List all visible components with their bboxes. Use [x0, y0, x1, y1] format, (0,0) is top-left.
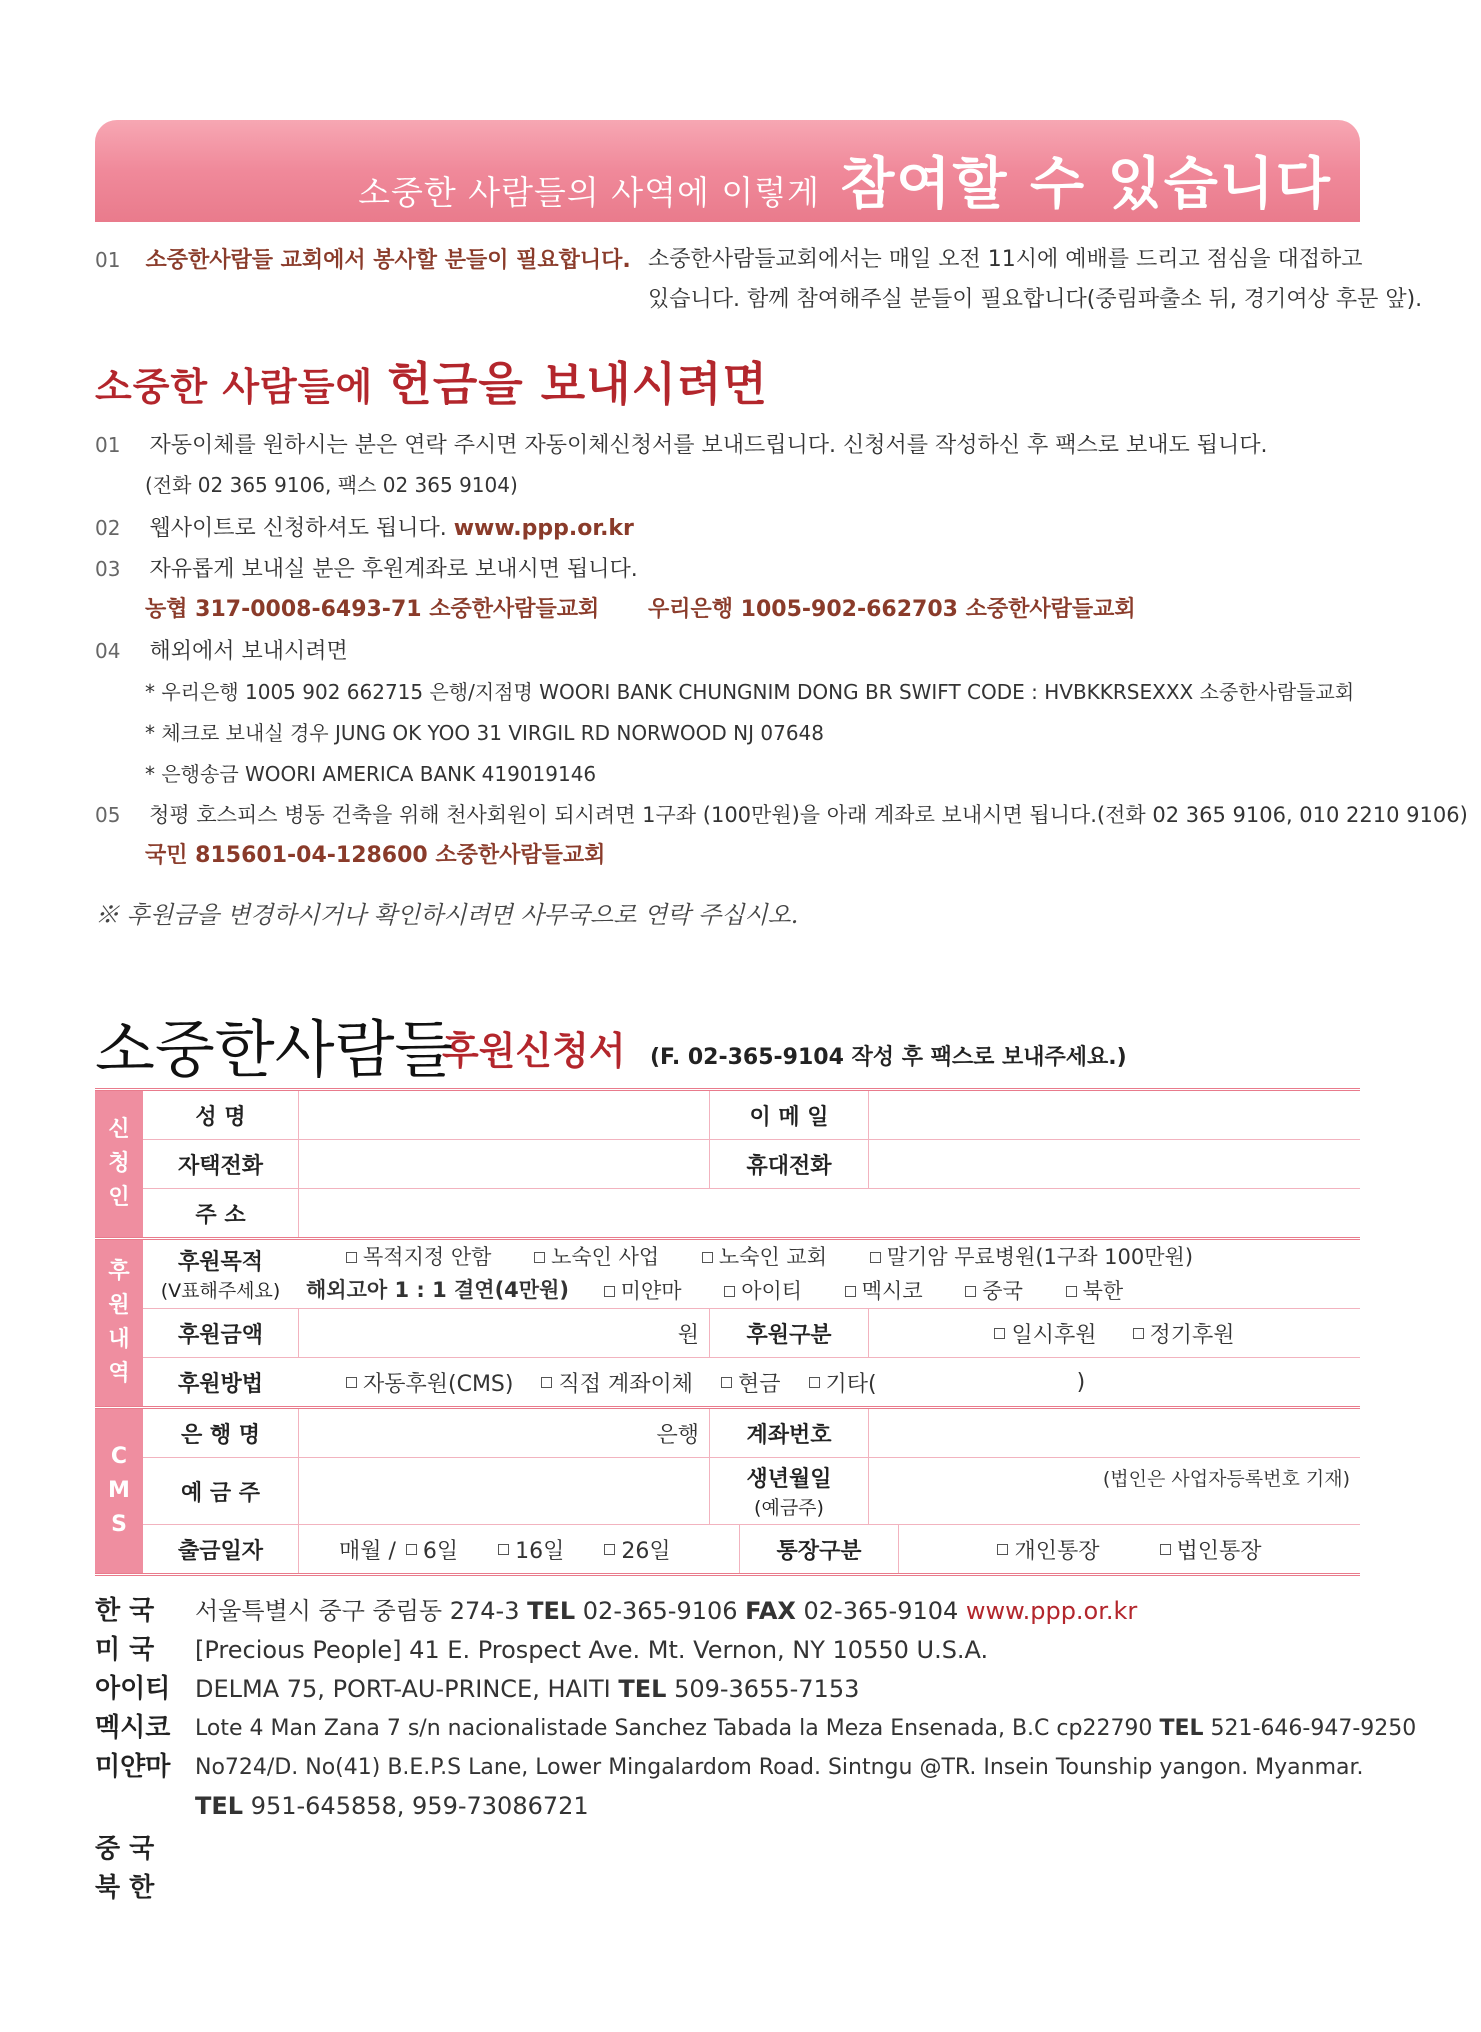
form-subtitle: 후원신청서	[442, 1029, 626, 1073]
banner-subtitle: 소중한 사람들의 사역에 이렇게	[358, 173, 820, 212]
type-option-once[interactable]: 일시후원	[994, 1318, 1096, 1349]
donation-item-1-contact: (전화 02 365 9106, 팩스 02 365 9104)	[145, 473, 518, 497]
amount-label: 후원금액	[177, 1322, 263, 1348]
address-china: 중 국	[95, 1834, 155, 1864]
purpose-option-hospital[interactable]: 말기암 무료병원(1구좌 100만원)	[870, 1241, 1193, 1274]
support-side-label: 후 원 내 역	[95, 1240, 143, 1406]
purpose-option-none[interactable]: 목적지정 안함	[346, 1241, 491, 1274]
method-option-transfer[interactable]: 직접 계좌이체	[541, 1367, 693, 1398]
address-nk: 북 한	[95, 1873, 155, 1903]
account-nonghyup: 농협 317-0008-6493-71 소중한사람들교회	[145, 597, 600, 622]
form-title: 소중한사람들	[95, 1013, 455, 1086]
name-label: 성 명	[195, 1104, 246, 1130]
won-unit: 원	[677, 1322, 699, 1348]
mobile-field[interactable]	[868, 1140, 1360, 1188]
monthly-label: 매월 /	[339, 1538, 396, 1564]
country-option-mexico[interactable]: 멕시코	[845, 1275, 923, 1308]
donation-item-4: 04 해외에서 보내시려면	[95, 639, 348, 664]
method-option-other[interactable]: 기타(	[809, 1367, 877, 1398]
birth-label: 생년월일 (예금주)	[709, 1458, 868, 1524]
website-link[interactable]: www.ppp.or.kr	[453, 516, 634, 541]
support-section	[95, 1240, 1360, 1409]
method-label: 후원방법	[177, 1371, 263, 1397]
address-myanmar-tel: TEL 951-645858, 959-73086721	[195, 1792, 589, 1820]
type-option-regular[interactable]: 정기후원	[1133, 1318, 1235, 1349]
date-option-6[interactable]: 6일	[406, 1534, 458, 1565]
support-type-label: 후원구분	[709, 1309, 868, 1357]
home-phone-label: 자택전화	[177, 1153, 263, 1179]
application-form	[95, 1088, 1360, 1576]
applicant-section	[95, 1088, 1360, 1240]
donation-item-3: 03 자유롭게 보내실 분은 후원계좌로 보내시면 됩니다.	[95, 557, 638, 582]
address-mexico: 멕시코 Lote 4 Man Zana 7 s/n nacionalistade Sanchez Tabada la Meza Ensenada, B.C cp22790 TEL 521-646-947-9250	[95, 1713, 1417, 1743]
account-kookmin: 국민 815601-04-128600 소중한사람들교회	[145, 843, 606, 868]
amount-field[interactable]	[298, 1309, 709, 1357]
address-label: 주 소	[195, 1202, 246, 1228]
donation-item-2: 02 웹사이트로 신청하셔도 됩니다. www.ppp.or.kr	[95, 516, 634, 541]
birth-field[interactable]	[868, 1458, 1360, 1524]
volunteer-heading: 소중한사람들 교회에서 봉사할 분들이 필요합니다.	[145, 248, 631, 273]
method-option-cash[interactable]: 현금	[721, 1367, 781, 1398]
address-field[interactable]	[298, 1189, 1360, 1237]
address-usa: 미 국 [Precious People] 41 E. Prospect Ave. Mt. Vernon, NY 10550 U.S.A.	[95, 1635, 989, 1665]
email-field[interactable]	[868, 1091, 1360, 1139]
holder-label: 예 금 주	[180, 1480, 261, 1506]
volunteer-block	[95, 240, 631, 281]
account-field[interactable]	[868, 1409, 1360, 1457]
withdraw-date-label: 출금일자	[177, 1538, 263, 1564]
donation-item-5: 05 청평 호스피스 병동 건축을 위해 천사회원이 되시려면 1구좌 (100만원)을 아래 계좌로 보내시면 됩니다.(전화 02 365 9106, 010 2210 9106)	[95, 803, 1468, 827]
donation-item-1: 01 자동이체를 원하시는 분은 연락 주시면 자동이체신청서를 보내드립니다. 신청서를 작성하신 후 팩스로 보내도 됩니다.	[95, 433, 1268, 458]
date-option-26[interactable]: 26일	[604, 1534, 670, 1565]
mobile-label: 휴대전화	[709, 1140, 868, 1188]
cms-side-label: C M S	[95, 1409, 143, 1573]
country-option-haiti[interactable]: 아이티	[724, 1275, 802, 1308]
passbook-label: 통장구분	[739, 1525, 898, 1573]
bank-label: 은 행 명	[180, 1422, 261, 1448]
overseas-orphan-label: 해외고아 1 : 1 결연(4만원)	[306, 1278, 569, 1302]
applicant-side-label: 신 청 인	[95, 1091, 143, 1237]
volunteer-text-2: 있습니다. 함께 참여해주실 분들이 필요합니다(중림파출소 뒤, 경기여상 후문 앞).	[648, 287, 1423, 312]
account-label: 계좌번호	[709, 1409, 868, 1457]
bank-suffix: 은행	[656, 1422, 699, 1448]
email-label: 이 메 일	[709, 1091, 868, 1139]
overseas-bank: * 우리은행 1005 902 662715 은행/지점명 WOORI BANK CHUNGNIM DONG BR SWIFT CODE : HVBKKRSEXXX 소중한사람들교회	[145, 680, 1355, 704]
date-option-16[interactable]: 16일	[498, 1534, 564, 1565]
volunteer-text-1: 소중한사람들교회에서는 매일 오전 11시에 예배를 드리고 점심을 대접하고	[648, 247, 1363, 272]
purpose-label: 후원목적 (V표해주세요)	[160, 1250, 281, 1302]
method-option-cms[interactable]: 자동후원(CMS)	[346, 1367, 513, 1398]
country-option-nk[interactable]: 북한	[1066, 1275, 1124, 1308]
country-option-china[interactable]: 중국	[965, 1275, 1023, 1308]
holder-field[interactable]	[298, 1458, 709, 1524]
other-close-paren: )	[1076, 1369, 1086, 1395]
passbook-option-personal[interactable]: 개인통장	[997, 1534, 1099, 1565]
purpose-option-homeless-church[interactable]: 노숙인 교회	[702, 1241, 827, 1274]
section-banner	[95, 120, 1360, 222]
country-option-myanmar[interactable]: 미얀마	[604, 1275, 682, 1308]
purpose-option-homeless-project[interactable]: 노숙인 사업	[534, 1241, 659, 1274]
cms-section	[95, 1409, 1360, 1576]
bank-field[interactable]	[298, 1409, 709, 1457]
birth-note: (법인은 사업자등록번호 기재)	[1102, 1468, 1350, 1490]
passbook-option-corporate[interactable]: 법인통장	[1160, 1534, 1262, 1565]
address-myanmar: 미얀마 No724/D. No(41) B.E.P.S Lane, Lower Mingalardom Road. Sintngu @TR. Insein Tounship yangon. Myanmar.	[95, 1752, 1364, 1782]
account-woori: 우리은행 1005-902-662703 소중한사람들교회	[648, 597, 1136, 622]
item-number: 01	[95, 248, 121, 272]
donation-note: ※ 후원금을 변경하시거나 확인하시려면 사무국으로 연락 주십시오.	[95, 901, 799, 929]
donation-title: 소중한 사람들에 헌금을 보내시려면	[95, 357, 768, 411]
name-field[interactable]	[298, 1091, 709, 1139]
form-fax-note: (F. 02-365-9104 작성 후 팩스로 보내주세요.)	[650, 1045, 1127, 1070]
address-korea: 한 국 서울특별시 중구 중림동 274-3 TEL 02-365-9106 FAX 02-365-9104 www.ppp.or.kr	[95, 1596, 1138, 1626]
website-link[interactable]: www.ppp.or.kr	[965, 1597, 1138, 1625]
home-phone-field[interactable]	[298, 1140, 709, 1188]
address-list	[95, 1592, 1416, 1908]
overseas-remit: * 은행송금 WOORI AMERICA BANK 419019146	[145, 762, 597, 786]
overseas-check: * 체크로 보내실 경우 JUNG OK YOO 31 VIRGIL RD NORWOOD NJ 07648	[145, 721, 825, 745]
address-haiti: 아이티 DELMA 75, PORT-AU-PRINCE, HAITI TEL 509-3655-7153	[95, 1674, 860, 1704]
banner-title: 참여할 수 있습니다	[840, 152, 1332, 217]
